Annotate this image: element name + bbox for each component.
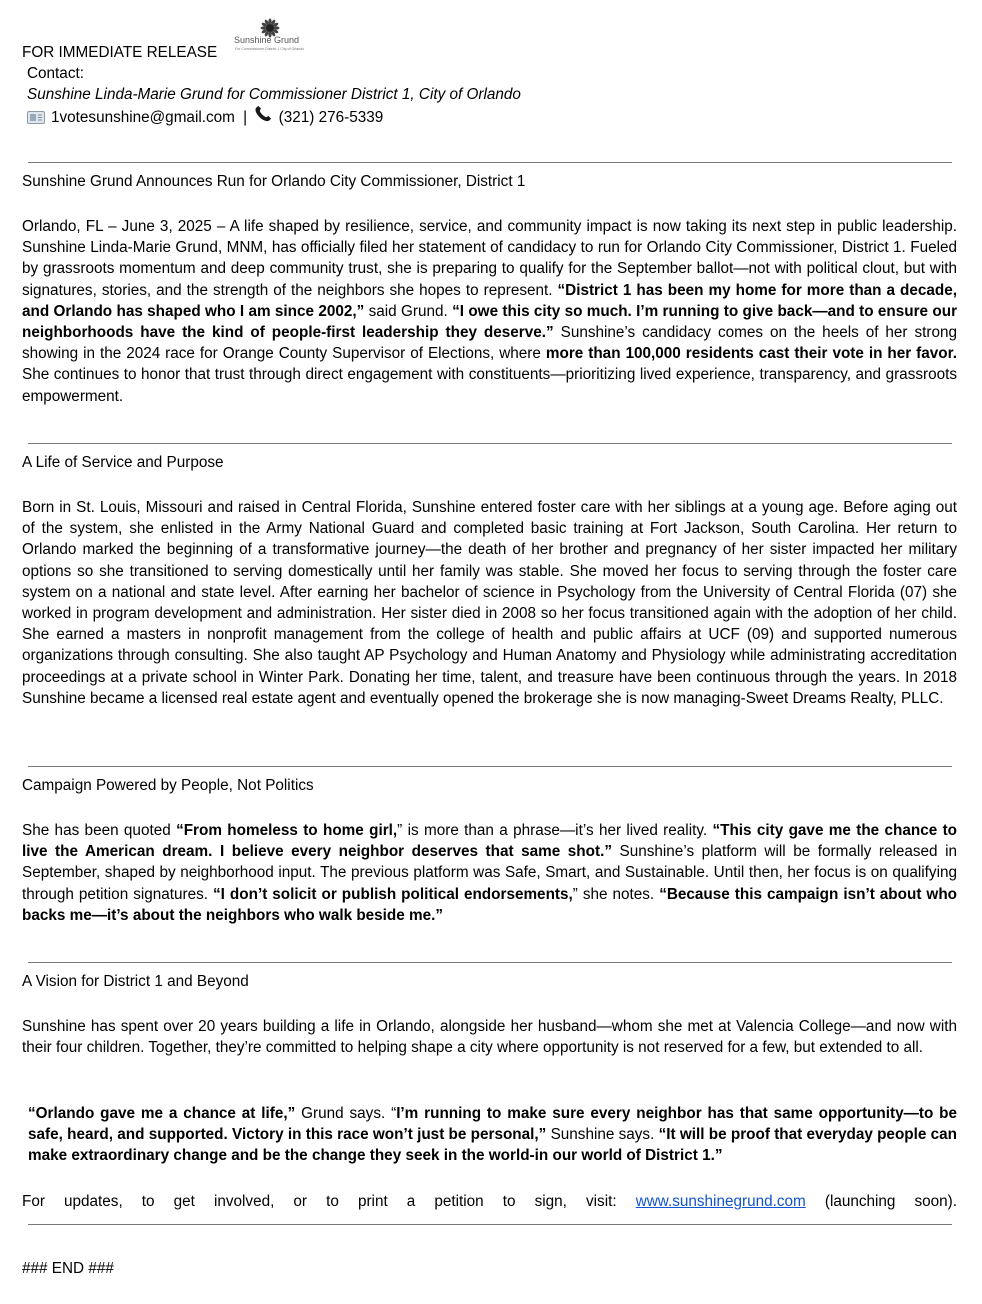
logo-tagline: For Commissioner District 1 City of Orlando (235, 47, 305, 51)
intro-paragraph (22, 216, 957, 407)
campaign-quote-2: “This city gave me the chance to live the American dream. I believe every neighbor deserves that same shot.” (22, 822, 958, 861)
intro-quote-2: “I owe this city so much. I’m running to give back—and to ensure our neighborhoods have the kind of people-first leadership they deserve.” (22, 302, 958, 342)
campaign-paragraph (22, 820, 957, 926)
campaign-text-2: ” is more than a phrase—it’s her lived reality. (397, 822, 708, 839)
contact-name: Sunshine Linda-Marie Grund for Commissioner District 1, City of Orlando (27, 86, 521, 103)
intro-text-3: Sunshine’s candidacy comes on the heels of her strong showing in the 2024 race for Orange County Supervisor of Elections, where (22, 324, 958, 363)
intro-text-2: said Grund. (368, 302, 448, 320)
divider (28, 1224, 952, 1225)
contact-separator: | (243, 109, 248, 126)
logo-name: Sunshine Grund (234, 35, 300, 45)
divider (28, 162, 952, 163)
campaign-quote-1: “From homeless to home girl, (176, 822, 398, 839)
intro-emphasis: more than 100,000 residents cast their vote in her favor. (545, 345, 957, 363)
intro-text-1: Orlando, FL – June 3, 2025 – A life shaped by resilience, service, and community impact is now taking its next step in public leadership. Sunshine Linda-Marie Grund, MNM, has officially filed her statement of candidacy to run for Orlando City Commissioner, District 1. Fueled by grassroots momentum and deep community trust, she is preparing to qualify for the September ballot—not with political clout, but with signatures, stories, and the strength of the neighbors she hopes to represent. (22, 218, 957, 299)
service-paragraph: Born in St. Louis, Missouri and raised in Central Florida, Sunshine entered foster care with her siblings at a young age. Before aging out of the system, she enlisted in the Army National Guard and completed basic training at Fort Jackson, South Carolina. Her return to Orlando marked the beginning of a transformative journey—the death of her brother and pregnancy of her sister impacted her military options so she transitioned to serving domestically until her family was stable. She moved her focus to serving through the foster care system on a national and state level. After earning her bachelor of science in Psychology from the University of Central Florida (07) she worked in program development and administration. Her sister died in 2008 so her focus transitioned again with the adoption of her child. She earned a masters in nonprofit management from the college of health and public affairs at UCF (09) and supported numerous organizations through consulting. She also taught AP Psychology and Human Anatomy and Physiology while administrating accreditation proceedings at a private school in Winter Park. Donating her time, talent, and treasure have been continuous through the years. In 2018 Sunshine became a licensed real estate agent and eventually opened the brokerage she is now managing-Sweet Dreams Realty, PLLC. (22, 499, 957, 707)
logo (233, 18, 309, 54)
intro-quote-1: “District 1 has been my home for more than a decade, and Orlando has shaped who I am since 2002,” (22, 281, 958, 320)
section-title-vision: A Vision for District 1 and Beyond (22, 973, 249, 990)
vision-quote-1: “Orlando gave me a chance at life,” (28, 1105, 296, 1122)
release-label: FOR IMMEDIATE RELEASE (22, 44, 218, 61)
campaign-text-3: Sunshine’s platform will be formally released in September, shaped by neighborhood input. The previous platform was Safe, Smart, and Sustainable. Until then, her focus is on qualifying through petition signatures. (22, 843, 957, 903)
updates-text: For updates, to get involved, or to print a petition to sign, visit: (22, 1193, 617, 1210)
section-title-service: A Life of Service and Purpose (22, 454, 224, 471)
divider (28, 766, 952, 767)
updates-paragraph (22, 1191, 957, 1212)
end-marker: ### END ### (22, 1260, 114, 1277)
contact-email[interactable]: 1votesunshine@gmail.com (51, 109, 235, 126)
vision-paragraph: Sunshine has spent over 20 years building a life in Orlando, alongside her husband—whom she met at Valencia College—and now with their four children. Together, they’re committed to helping shape a city where opportunity is not reserved for a few, but extended to all. (22, 1018, 957, 1057)
campaign-text-1: She has been quoted (22, 822, 171, 839)
website-link[interactable]: www.sunshinegrund.com (635, 1193, 806, 1210)
vision-text-2: Sunshine says. (550, 1126, 655, 1144)
contact-label: Contact: (27, 65, 84, 82)
intro-text-4: She continues to honor that trust through direct engagement with constituents—prioritizing lived experience, transparency, and grassroots empowerment. (22, 366, 957, 405)
divider (28, 443, 952, 444)
section-title-campaign: Campaign Powered by People, Not Politics (22, 777, 314, 794)
divider (28, 962, 952, 963)
vision-quote-paragraph (22, 1103, 957, 1167)
campaign-quote-4: “Because this campaign isn’t about who backs me—it’s about the neighbors who walk beside me.” (22, 885, 958, 924)
vision-quote-2: I’m running to make sure every neighbor has that same opportunity—to be safe, heard, and supported. Victory in this race won’t just be personal,” (28, 1105, 958, 1144)
campaign-text-4: ” she notes. (572, 885, 655, 903)
vision-quote-3: “It will be proof that everyday people can make extraordinary change and be the change they seek in the world-in our world of District 1.” (28, 1126, 958, 1165)
campaign-quote-3: “I don’t solicit or publish political endorsements, (213, 885, 573, 903)
vision-text-1: Grund says. “ (301, 1105, 397, 1122)
email-icon (27, 110, 45, 130)
contact-phone[interactable]: (321) 276-5339 (278, 109, 384, 126)
updates-tail: (launching soon). (824, 1193, 958, 1210)
headline: Sunshine Grund Announces Run for Orlando City Commissioner, District 1 (22, 173, 526, 190)
contact-line (27, 106, 383, 128)
phone-icon (254, 108, 274, 124)
